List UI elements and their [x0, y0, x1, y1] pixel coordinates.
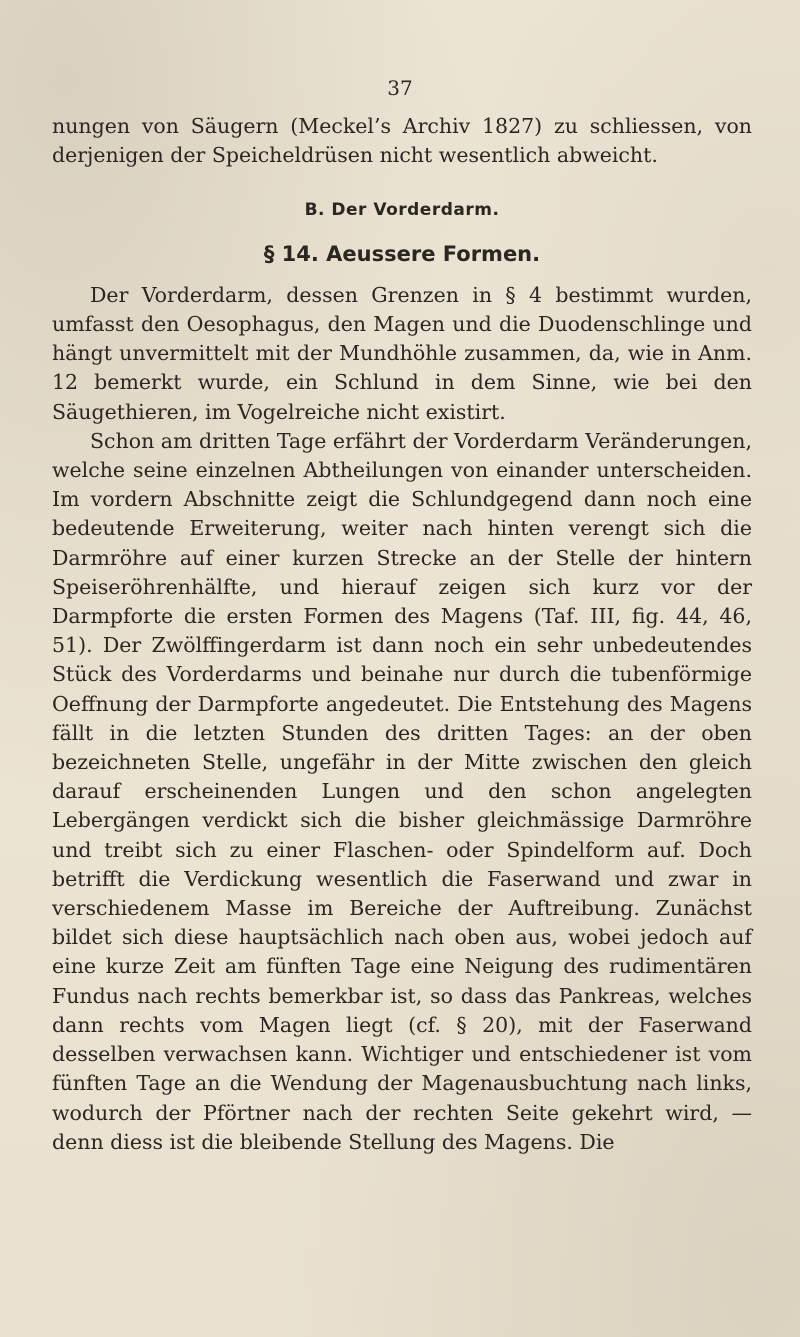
paragraph-1: Der Vorderdarm, dessen Grenzen in § 4 bestimmt wurden, umfasst den Oesophagus, den Magen und die Duodenschlinge und hängt unvermittelt mit der Mundhöhle zusammen, da, wie in Anm. 12 bemerkt wurde, ein Schlund in dem Sinne, wie bei den Säugethieren, im Vogelreiche nicht existirt.	[52, 282, 752, 424]
opening-paragraph: nungen von Säugern (Meckel’s Archiv 1827) zu schliessen, von derjenigen der Speicheldrüsen nicht wesentlich abweicht.	[52, 114, 752, 168]
page-number: 37	[387, 76, 413, 100]
section-heading: B. Der Vorderdarm.	[304, 200, 500, 221]
paragraph-2: Schon am dritten Tage erfährt der Vorderdarm Veränderungen, welche seine einzelnen Abtheilungen von einander unterscheiden. Im vordern Abschnitte zeigt die Schlundgegend dann noch eine bedeutende Erweiterung, weiter nach hinten verengt sich die Darmröhre auf einer kurzen Strecke an der Stelle der hintern Speiseröhrenhälfte, und hierauf zeigen sich kurz vor der Darmpforte die ersten Formen des Magens (Taf. III, fig. 44, 46, 51). Der Zwölffingerdarm ist dann noch ein sehr unbedeutendes Stück des Vorderdarms und beinahe nur durch die tubenförmige Oeffnung der Darmpforte angedeutet. Die Entstehung des Magens fällt in die letzten Stunden des dritten Tages: an der oben bezeichneten Stelle, ungefähr in der Mitte zwischen den gleich darauf erscheinenden Lungen und den schon angelegten Lebergängen verdickt sich die bisher gleichmässige Darmröhre und treibt sich zu einer Flaschen- oder Spindelform auf. Doch betrifft die Verdickung wesentlich die Faserwand und zwar in verschiedenem Masse im Bereiche der Auftreibung. Zunächst bildet sich diese hauptsächlich nach oben aus, wobei jedoch auf eine kurze Zeit am fünften Tage eine Neigung des rudimentären Fundus nach rechts bemerkbar ist, so dass das Pankreas, welches dann rechts vom Magen liegt (cf. § 20), mit der Faserwand desselben verwachsen kann. Wichtiger und entschiedener ist vom fünften Tage an die Wendung der Magenausbuchtung nach links, wodurch der Pförtner nach der rechten Seite gekehrt wird, — denn diess ist die bleibende Stellung des Magens. Die	[52, 428, 752, 1154]
page-body	[52, 112, 752, 1157]
subsection-heading: § 14. Aeussere Formen.	[263, 241, 541, 266]
